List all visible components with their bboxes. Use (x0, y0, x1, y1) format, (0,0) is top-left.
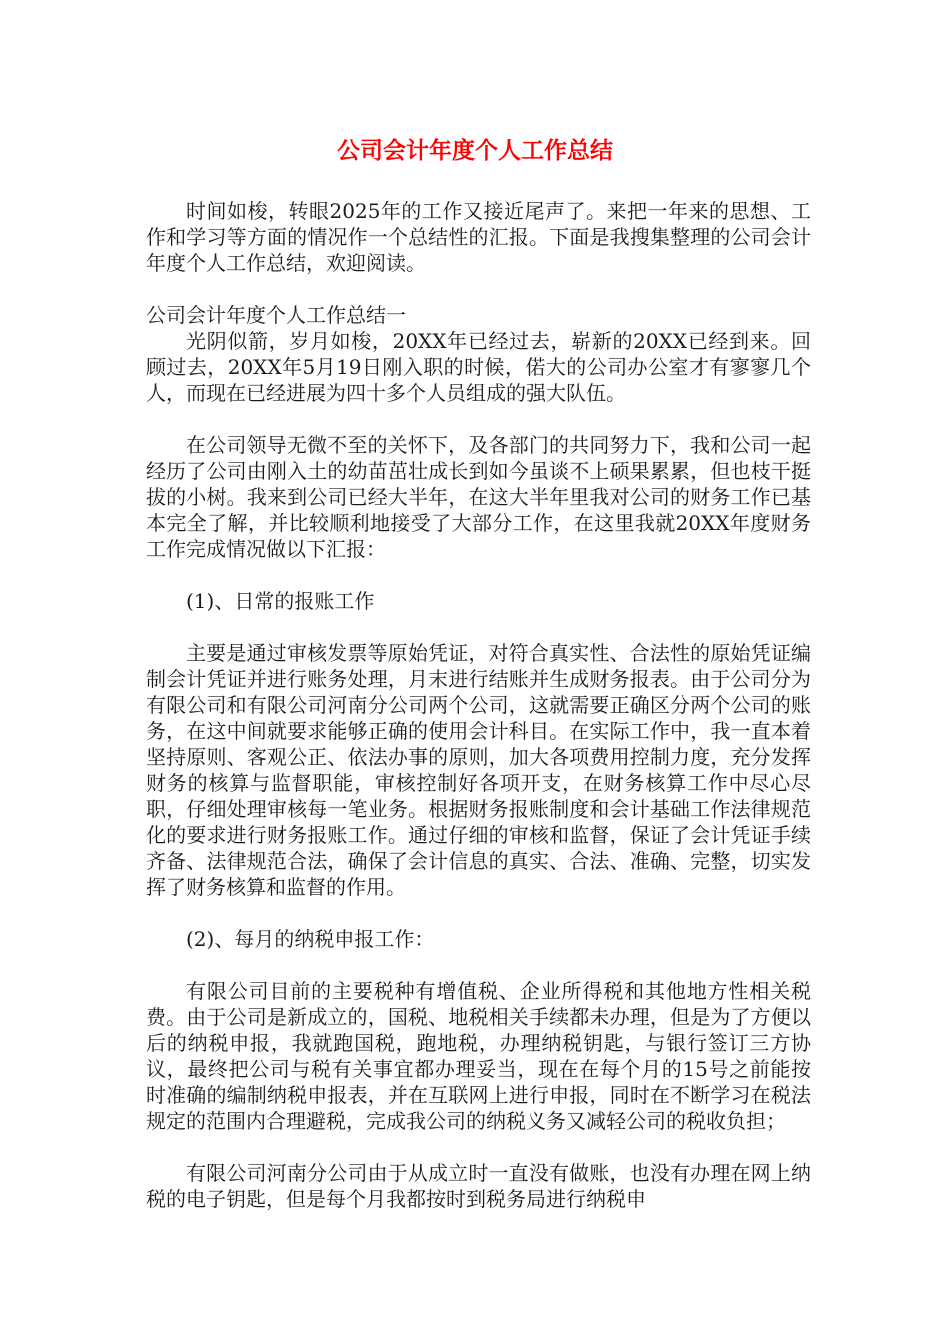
subheading: (1)、日常的报账工作 (186, 589, 375, 613)
document-body (146, 198, 811, 1212)
section-heading: 公司会计年度个人工作总结一 (146, 303, 406, 327)
body-paragraph: 主要是通过审核发票等原始凭证，对符合真实性、合法性的原始凭证编制会计凭证并进行账务处理，月末进行结账并生成财务报表。由于公司分为有限公司和有限公司河南分公司两个公司，这就需要正确区分两个公司的账务，在这中间就要求能够正确的使用会计科目。在实际工作中，我一直本着坚持原则、客观公正、依法办事的原则，加大各项费用控制力度，充分发挥财务的核算与监督职能，审核控制好各项开支，在财务核算工作中尽心尽职，仔细处理审核每一笔业务。根据财务报账制度和会计基础工作法律规范化的要求进行财务报账工作。通过仔细的审核和监督，保证了会计凭证手续齐备、法律规范合法，确保了会计信息的真实、合法、准确、完整，切实发挥了财务核算和监督的作用。 (146, 641, 811, 899)
subheading: (2)、每月的纳税申报工作： (186, 927, 435, 951)
body-paragraph: 光阴似箭，岁月如梭，20XX年已经过去，崭新的20XX已经到来。回顾过去，20XX年5月19日刚入职的时候，偌大的公司办公室才有寥寥几个人，而现在已经进展为四十多个人员组成的强大队伍。 (146, 329, 811, 405)
body-paragraph: 有限公司目前的主要税种有增值税、企业所得税和其他地方性相关税费。由于公司是新成立的，国税、地税相关手续都未办理，但是为了方便以后的纳税申报，我就跑国税，跑地税，办理纳税钥匙，与银行签订三方协议，最终把公司与税有关事宜都办理妥当，现在在每个月的15号之前能按时准确的编制纳税申报表，并在互联网上进行申报，同时在不断学习在税法规定的范围内合理避税，完成我公司的纳税义务又减轻公司的税收负担； (146, 979, 811, 1133)
document-title: 公司会计年度个人工作总结 (337, 138, 613, 164)
body-paragraph: 有限公司河南分公司由于从成立时一直没有做账，也没有办理在网上纳税的电子钥匙，但是每个月我都按时到税务局进行纳税申 (146, 1161, 811, 1211)
body-paragraph: 在公司领导无微不至的关怀下，及各部门的共同努力下，我和公司一起经历了公司由刚入土的幼苗茁壮成长到如今虽谈不上硕果累累，但也枝干挺拔的小树。我来到公司已经大半年，在这大半年里我对公司的财务工作已基本完全了解，并比较顺利地接受了大部分工作，在这里我就20XX年度财务工作完成情况做以下汇报： (146, 433, 811, 561)
intro-paragraph: 时间如梭，转眼2025年的工作又接近尾声了。来把一年来的思想、工作和学习等方面的情况作一个总结性的汇报。下面是我搜集整理的公司会计年度个人工作总结，欢迎阅读。 (146, 199, 811, 275)
